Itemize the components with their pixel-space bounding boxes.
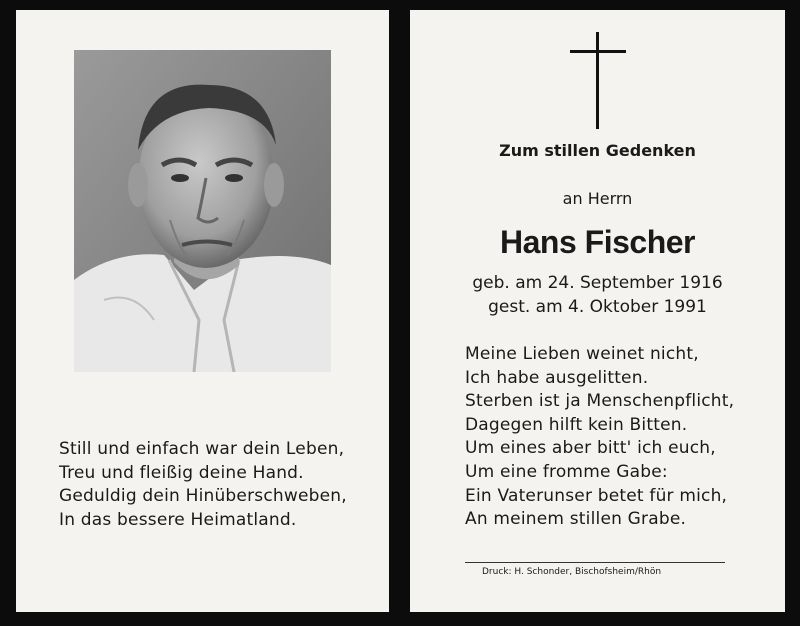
printer-credit: Druck: H. Schonder, Bischofsheim/Rhön [482, 567, 662, 577]
left-verse-line: In das bessere Heimatland. [59, 509, 297, 530]
left-verse-line: Geduldig dein Hinüberschweben, [59, 486, 347, 506]
left-verse-line: Treu und fleißig deine Hand. [59, 462, 304, 483]
right-verse-line: Meine Lieben weinet nicht, [465, 344, 699, 364]
cross-icon [570, 32, 626, 132]
right-verse-line: Um eine fromme Gabe: [465, 461, 668, 482]
deceased-name: Hans Fischer [500, 224, 695, 260]
right-verse [465, 343, 734, 532]
right-verse-line: An meinem stillen Grabe. [465, 509, 687, 530]
right-verse-line: Dagegen hilft kein Bitten. [465, 414, 688, 435]
divider [465, 562, 725, 563]
right-verse-line: Ich habe ausgelitten. [465, 367, 649, 388]
left-verse-line: Still und einfach war dein Leben, [59, 439, 345, 459]
right-verse-line: Um eines aber bitt' ich euch, [465, 438, 716, 459]
right-card [410, 10, 785, 612]
portrait-photo [74, 50, 331, 372]
right-verse-line: Ein Vaterunser betet für mich, [465, 485, 728, 506]
salutation: an Herrn [562, 189, 633, 208]
right-verse-line: Sterben ist ja Menschenpflicht, [465, 391, 735, 412]
birth-date: geb. am 24. September 1916 [472, 273, 723, 293]
left-verse [59, 438, 347, 532]
death-date: gest. am 4. Oktober 1991 [488, 297, 707, 317]
left-card [16, 10, 389, 612]
memorial-heading: Zum stillen Gedenken [499, 141, 696, 160]
